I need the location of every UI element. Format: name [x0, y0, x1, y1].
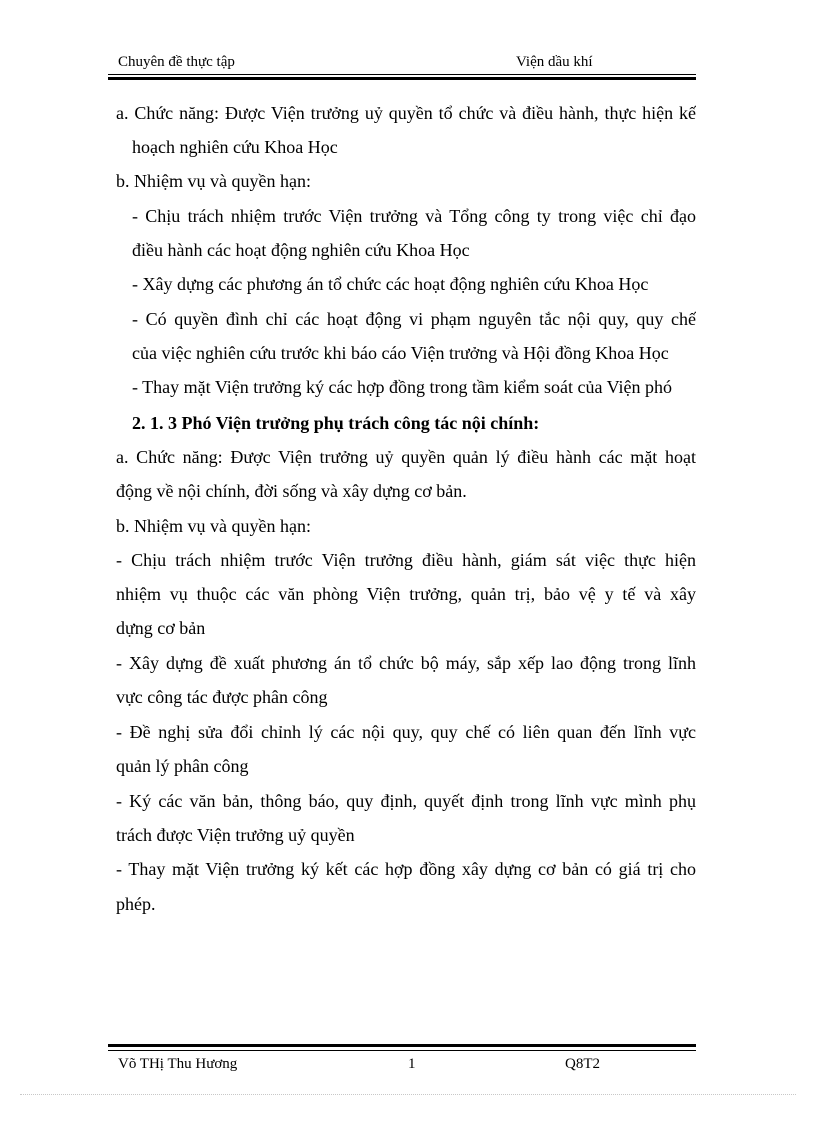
text-line: vực công tác được phân công: [116, 687, 328, 707]
text-line: - Chịu trách nhiệm trước Viện trưởng điều hành, giám sát việc thực hiện: [116, 550, 696, 570]
page-number: 1: [408, 1056, 416, 1072]
text-line: b. Nhiệm vụ và quyền hạn:: [116, 171, 311, 191]
text-line: điều hành các hoạt động nghiên cứu Khoa Học: [132, 240, 470, 260]
text-line: - Xây dựng các phương án tổ chức các hoạt động nghiên cứu Khoa Học: [132, 274, 649, 294]
text-line: hoạch nghiên cứu Khoa Học: [132, 137, 338, 157]
text-line: a. Chức năng: Được Viện trưởng uỷ quyền quản lý điều hành các mặt hoạt: [116, 447, 696, 467]
text-line: - Thay mặt Viện trưởng ký các hợp đồng trong tầm kiểm soát của Viện phó: [132, 377, 673, 397]
footer-class-code: Q8T2: [565, 1056, 600, 1072]
page-edge-divider: [20, 1094, 796, 1095]
text-line: của việc nghiên cứu trước khi báo cáo Viện trưởng và Hội đồng Khoa Học: [132, 343, 669, 363]
text-line: trách được Viện trưởng uỷ quyền: [116, 825, 355, 845]
text-line: a. Chức năng: Được Viện trưởng uỷ quyền tổ chức và điều hành, thực hiện kế: [116, 103, 696, 123]
text-line: phép.: [116, 894, 156, 914]
header-title-right: Viện dầu khí: [516, 54, 593, 70]
footer-author: Võ THị Thu Hương: [118, 1056, 238, 1072]
footer-rule-thick: [108, 1044, 696, 1047]
text-line: động về nội chính, đời sống và xây dựng cơ bản.: [116, 481, 467, 501]
text-line: dựng cơ bản: [116, 618, 206, 638]
text-line: - Chịu trách nhiệm trước Viện trưởng và Tổng công ty trong việc chỉ đạo: [132, 206, 696, 226]
header-rule-thin: [108, 74, 696, 75]
text-line: b. Nhiệm vụ và quyền hạn:: [116, 516, 311, 536]
text-line: - Ký các văn bản, thông báo, quy định, quyết định trong lĩnh vực mình phụ: [116, 791, 696, 811]
text-line: - Xây dựng đề xuất phương án tổ chức bộ máy, sắp xếp lao động trong lĩnh: [116, 653, 696, 673]
text-line: quản lý phân công: [116, 756, 249, 776]
footer-rule-thin: [108, 1050, 696, 1051]
header-title-left: Chuyên đề thực tập: [118, 54, 235, 70]
text-line: - Đề nghị sửa đổi chỉnh lý các nội quy, quy chế có liên quan đến lĩnh vực: [116, 722, 696, 742]
text-line: - Thay mặt Viện trưởng ký kết các hợp đồng xây dựng cơ bản có giá trị cho: [116, 859, 696, 879]
text-line: - Có quyền đình chỉ các hoạt động vi phạm nguyên tắc nội quy, quy chế: [132, 309, 696, 329]
text-line: nhiệm vụ thuộc các văn phòng Viện trưởng, quản trị, bảo vệ y tế và xây: [116, 584, 696, 604]
section-heading: 2. 1. 3 Phó Viện trưởng phụ trách công tác nội chính:: [132, 413, 540, 433]
header-rule-thick: [108, 77, 696, 80]
